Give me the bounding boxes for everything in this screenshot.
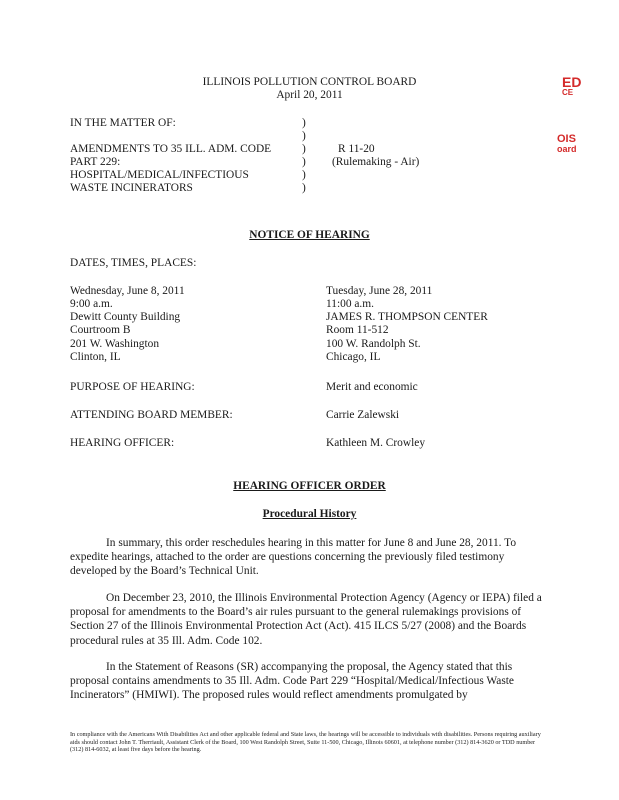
hearing-officer-value: Kathleen M. Crowley <box>326 437 426 449</box>
ada-footnote: In compliance with the Americans With Disabilities Act and other applicable federal and State laws, the hearings will be accessible to individuals with disabilities. Persons requiring auxiliary aids should contact John T. Therriault, Assistant Clerk of the Board, 100 West Randolph Street, Suite 11-500, Chicago, Illinois 60601, at telephone number (312) 814-3620 or TDD number (312) 814-6032, at least five days before the hearing. <box>70 731 541 754</box>
dates-label: DATES, TIMES, PLACES: <box>70 257 197 269</box>
clerks-office-stamp: OIS oard <box>557 133 577 154</box>
hearing-2-date: Tuesday, June 28, 2011 <box>326 285 433 297</box>
hearing-officer-label: HEARING OFFICER: <box>70 437 175 449</box>
docket-number: R 11-20 <box>338 143 375 155</box>
hearing-1-building: Dewitt County Building <box>70 311 181 323</box>
caption-paren: ) <box>302 182 306 194</box>
hearing-1-date: Wednesday, June 8, 2011 <box>70 285 185 297</box>
caption-amendments: AMENDMENTS TO 35 ILL. ADM. CODE <box>70 143 272 155</box>
purpose-value: Merit and economic <box>326 381 418 393</box>
caption-waste: WASTE INCINERATORS <box>70 182 193 194</box>
hearing-2-city: Chicago, IL <box>326 351 381 363</box>
caption-paren: ) <box>302 117 306 129</box>
purpose-label: PURPOSE OF HEARING: <box>70 381 195 393</box>
paragraph-proposal: On December 23, 2010, the Illinois Environmental Protection Agency (Agency or IEPA) filed a proposal for amendments to the Board’s air rules pursuant to the general rulemakings provisions of Section 27 of the Illinois Environmental Protection Act (Act). 415 ILCS 5/27 (2008) and the Boards procedural rules at 35 Ill. Adm. Code 102. <box>70 592 542 647</box>
hearing-1-time: 9:00 a.m. <box>70 298 113 310</box>
rulemaking-type: (Rulemaking - Air) <box>332 156 420 168</box>
caption-paren: ) <box>302 156 306 168</box>
hearing-1-street: 201 W. Washington <box>70 338 160 350</box>
caption-paren: ) <box>302 130 306 142</box>
paragraph-summary: In summary, this order reschedules hearing in this matter for June 8 and June 28, 2011. To expedite hearings, attached to the order are questions concerning the previously filed testimony developed by the Board’s Technical Unit. <box>70 537 517 578</box>
board-name: ILLINOIS POLLUTION CONTROL BOARD <box>202 76 417 88</box>
hearing-2-building: JAMES R. THOMPSON CENTER <box>326 311 488 323</box>
board-member-value: Carrie Zalewski <box>326 409 400 421</box>
caption-in-the-matter: IN THE MATTER OF: <box>70 117 176 129</box>
order-title: HEARING OFFICER ORDER <box>233 480 386 492</box>
notice-title: NOTICE OF HEARING <box>249 229 370 241</box>
caption-hospital: HOSPITAL/MEDICAL/INFECTIOUS <box>70 169 249 181</box>
hearing-2-room: Room 11-512 <box>326 324 389 336</box>
paragraph-statement: In the Statement of Reasons (SR) accompanying the proposal, the Agency stated that this proposal contains amendments to 35 Ill. Adm. Code Part 229 “Hospital/Medical/Infectious Waste Incinerators” (HMIWI). The proposed rules would reflect amendments promulgated by <box>70 661 514 702</box>
hearing-1-room: Courtroom B <box>70 324 131 336</box>
hearing-2-time: 11:00 a.m. <box>326 298 374 310</box>
hearing-1-city: Clinton, IL <box>70 351 121 363</box>
caption-paren: ) <box>302 143 306 155</box>
board-member-label: ATTENDING BOARD MEMBER: <box>70 409 233 421</box>
caption-paren: ) <box>302 169 306 181</box>
document-date: April 20, 2011 <box>276 89 343 101</box>
section-title: Procedural History <box>262 508 357 520</box>
hearing-2-street: 100 W. Randolph St. <box>326 338 421 350</box>
caption-part: PART 229: <box>70 156 121 168</box>
received-stamp: ED CE <box>562 74 582 97</box>
